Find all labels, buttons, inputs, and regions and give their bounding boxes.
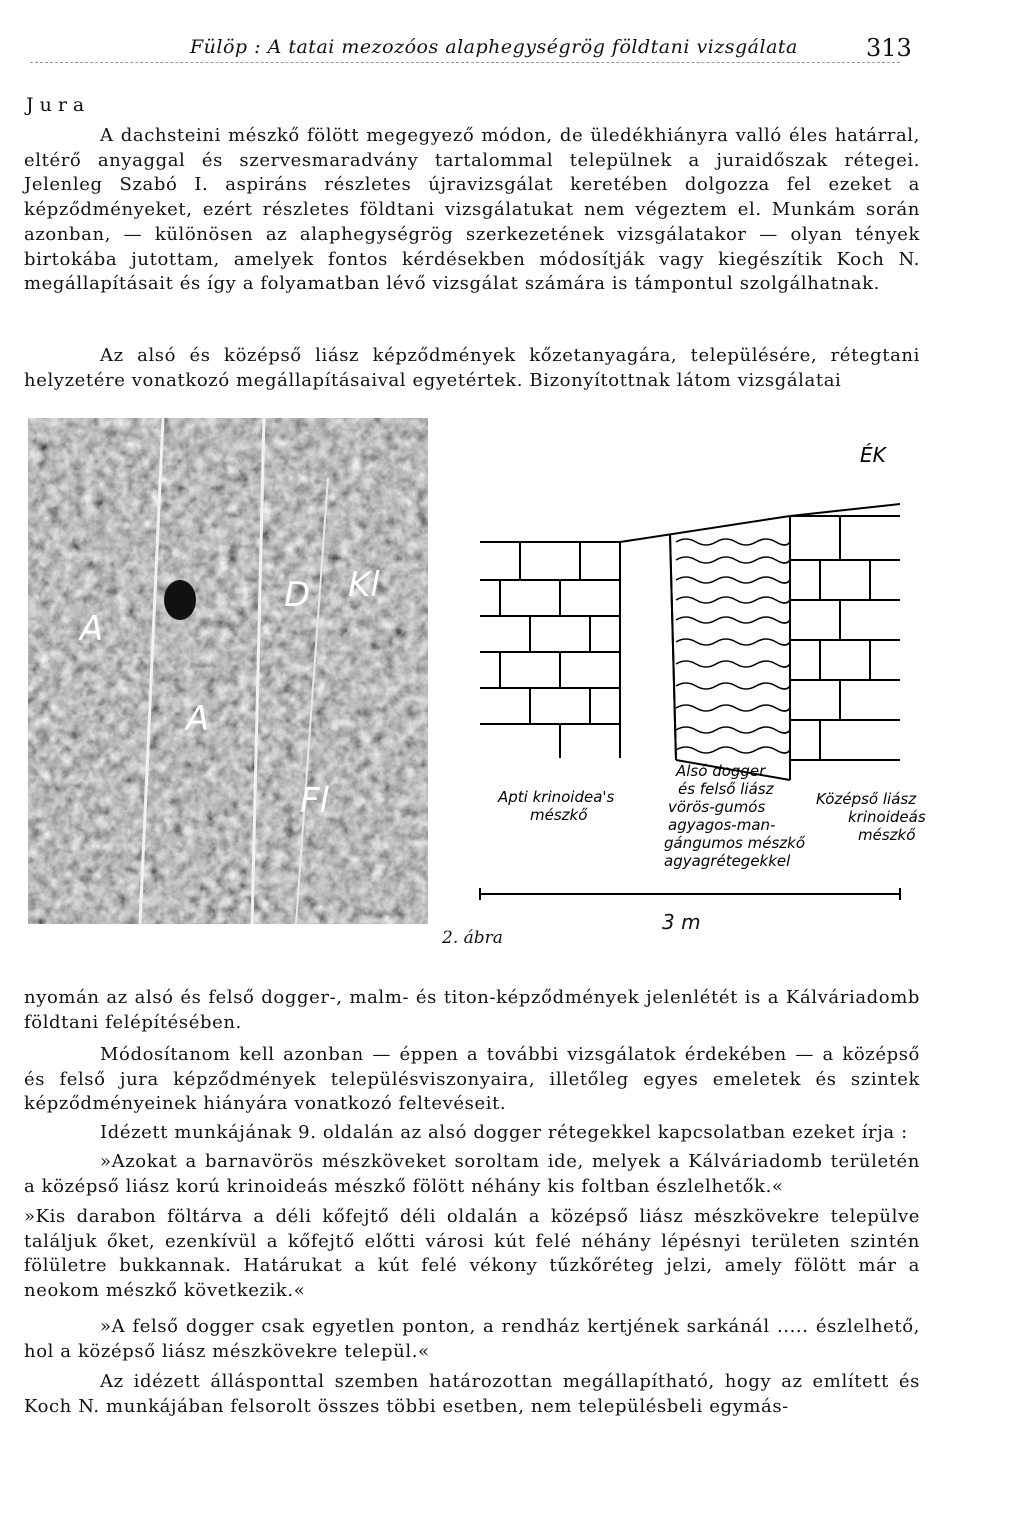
paragraph: Az idézett állásponttal szemben határozottan megállapítható, hogy az említett és Koch N. munkájában felsorolt összes többi esetben, nem településbeli egymás-: [24, 1371, 920, 1417]
outcrop-photo-image: [28, 418, 428, 924]
photo-label-kl: Kl: [348, 565, 380, 605]
paragraph: A dachsteini mészkő fölött megegyező módon, de üledékhiányra valló éles határral, eltérő anyaggal és szervesmaradvány tartalommal települnek a juraidőszak rétegei. Jelenleg Szabó I. aspiráns részletes újravizsgálat keretében dolgozza fel ezeket a képződményeket, ezért részletes földtani vizsgálatukat nem végeztem el. Munkám során azonban, — különösen az alaphegységrög szerkezetének vizsgálatakor — olyan tények birtokába jutottam, amelyek fontos kérdésekben módosítják vagy kiegészítik Koch N. megállapításait és így a folyamatban lévő vizsgálat számára is támpontul szolgálhatnak.: [24, 125, 920, 295]
photo-label-fl: Fl: [300, 781, 330, 821]
label-right-3: mészkő: [858, 826, 916, 844]
paragraph: nyomán az alsó és felső dogger-, malm- és titon-képződmények jelenlétét is a Kálváriadomb földtani felépítésében.: [24, 987, 920, 1033]
figure-caption: 2. ábra: [442, 928, 503, 948]
label-mid-4: agyagos-man-: [668, 816, 776, 834]
label-right-1: Középső liász: [816, 790, 917, 808]
photo-label-a2: A: [186, 699, 210, 739]
paragraph: Idézett munkájának 9. oldalán az alsó dogger rétegekkel kapcsolatban ezeket írja :: [100, 1122, 908, 1143]
running-title: Fülöp : A tatai mezozóos alaphegységrög földtani vizsgálata: [190, 36, 798, 58]
paragraph: Az alsó és középső liász képződmények kőzetanyagára, településére, rétegtani helyzetére vonatkozó megállapításaival egyetértek. Bizonyítottnak látom vizsgálatai: [24, 345, 920, 391]
header-rule: [30, 62, 900, 63]
label-left-1: Apti krinoidea's: [498, 788, 615, 806]
page-number: 313: [866, 34, 912, 62]
quote-paragraph: »A felső dogger csak egyetlen ponton, a rendház kertjének sarkánál ..... észlelhető, hol a középső liász mészkövekre települ.«: [24, 1316, 920, 1362]
quote-paragraph: »Kis darabon föltárva a déli kőfejtő déli oldalán a középső liász mészkövekre települve találjuk őket, ezenkívül a kőfejtő előtti városi kút felé néhány lépésnyi területen szintén fölületre bukkannak. Határukat a kút felé vékony tűzkőréteg jelzi, amely fölött már a neokom mészkő következik.«: [24, 1206, 920, 1302]
label-mid-3: vörös-gumós: [668, 798, 766, 816]
label-left-2: mészkő: [530, 806, 588, 824]
orientation-label: ÉK: [860, 443, 886, 467]
geological-section-diagram: [440, 420, 940, 950]
outcrop-photo: [28, 418, 428, 924]
photo-label-d: D: [284, 575, 311, 615]
photo-label-a1: A: [80, 609, 104, 649]
label-mid-5: gángumos mészkő: [664, 834, 806, 852]
page-header: [0, 30, 1024, 70]
paragraph: Módosítanom kell azonban — éppen a további vizsgálatok érdekében — a középső és felső jura képződmények településviszonyaira, illetőleg egyes emeletek és szintek képződményeinek hiányára vonatkozó feltevéseit.: [24, 1044, 920, 1115]
scale-label: 3 m: [662, 910, 701, 934]
label-right-2: krinoideás: [848, 808, 926, 826]
label-mid-6: agyagrétegekkel: [664, 852, 791, 870]
section-heading: Jura: [26, 94, 91, 116]
label-mid-1: Alsó dogger: [676, 762, 766, 780]
label-mid-2: és felső liász: [678, 780, 774, 798]
quote-paragraph: »Azokat a barnavörös mészköveket soroltam ide, melyek a Kálváriadomb területén a középső liász korú krinoideás mészkő fölött néhány kis foltban észlelhetők.«: [24, 1151, 920, 1197]
